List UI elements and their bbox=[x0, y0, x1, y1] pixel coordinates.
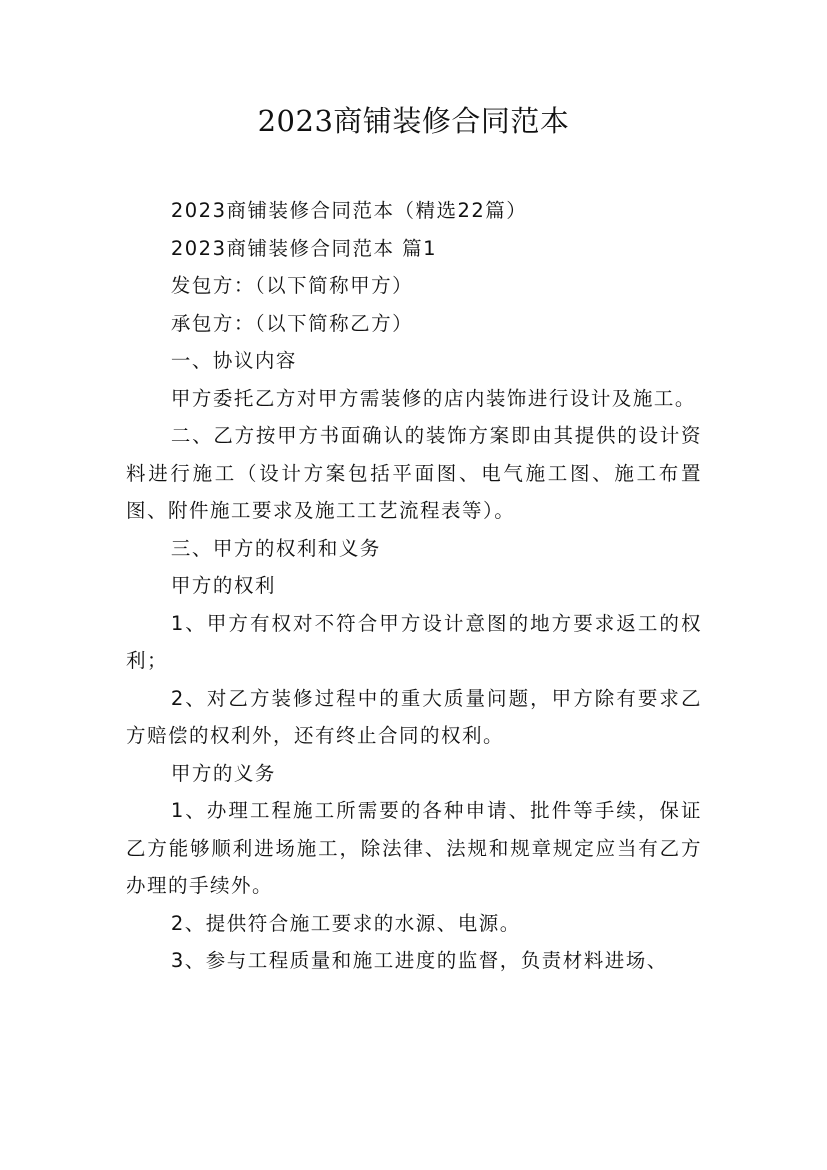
paragraph-party-b: 承包方：（以下简称乙方） bbox=[170, 311, 414, 335]
paragraph-party-a-duty-1: 1、办理工程施工所需要的各种申请、批件等手续，保证乙方能够顺利进场施工，除法律、法规和规章规定应当有乙方办理的手续外。 bbox=[126, 799, 702, 897]
paragraph-section-heading: 2023商铺装修合同范本 篇1 bbox=[170, 236, 438, 260]
paragraph-party-a-rights-heading: 甲方的权利 bbox=[170, 574, 276, 597]
document-title: 2023商铺装修合同范本 bbox=[257, 104, 570, 138]
paragraph-subtitle: 2023商铺装修合同范本（精选22篇） bbox=[170, 199, 528, 222]
document-body bbox=[126, 192, 702, 980]
paragraph-party-a-duty-3: 3、参与工程质量和施工进度的监督，负责材料进场、 bbox=[170, 949, 668, 972]
paragraph-clause-1-body: 甲方委托乙方对甲方需装修的店内装饰进行设计及施工。 bbox=[170, 386, 696, 410]
paragraph-party-a-right-1: 1、甲方有权对不符合甲方设计意图的地方要求返工的权利； bbox=[126, 611, 702, 672]
paragraph-party-a: 发包方：（以下简称甲方） bbox=[170, 274, 414, 297]
paragraph-clause-1-heading: 一、协议内容 bbox=[170, 349, 297, 372]
paragraph-party-a-right-2: 2、对乙方装修过程中的重大质量问题，甲方除有要求乙方赔偿的权利外，还有终止合同的权利。 bbox=[126, 686, 702, 747]
paragraph-party-a-duties-heading: 甲方的义务 bbox=[170, 761, 276, 785]
paragraph-party-a-duty-2: 2、提供符合施工要求的水源、电源。 bbox=[170, 911, 521, 935]
paragraph-clause-3-heading: 三、甲方的权利和义务 bbox=[170, 536, 381, 560]
paragraph-clause-2: 二、乙方按甲方书面确认的装饰方案即由其提供的设计资料进行施工（设计方案包括平面图、电气施工图、施工布置图、附件施工要求及施工工艺流程表等）。 bbox=[126, 424, 702, 522]
